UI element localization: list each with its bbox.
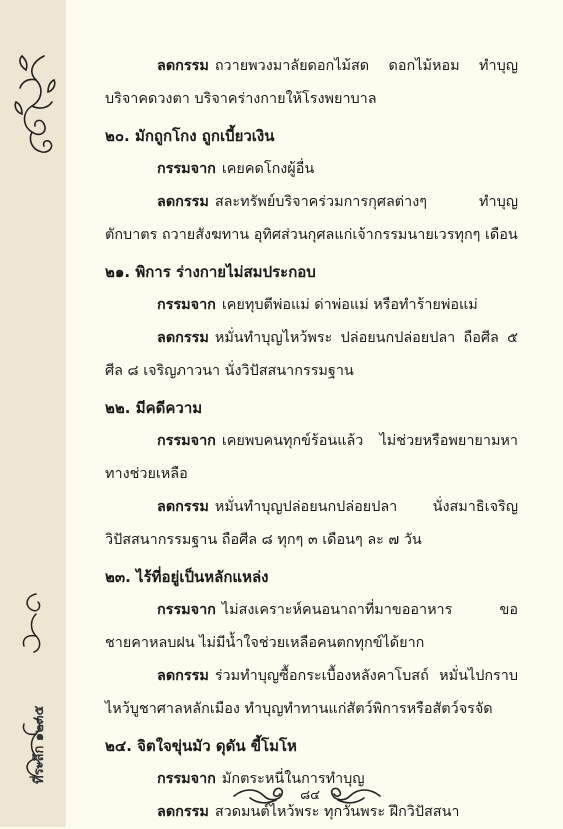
paragraph-text: เคยคดโกงผู้อื่น xyxy=(221,161,315,177)
section-heading: ๒๐. มักถูกโกง ถูกเบี้ยวเงิน xyxy=(105,127,275,145)
paragraph-text: ร่วมทำบุญซื้อกระเบื้องหลังคาโบสถ์ หมั่นไปกราบไหว้บูชาศาลหลักเมือง ทำบุญทำทานแก่สัตว์พิการหรือสัตว์จรจัด xyxy=(105,668,518,717)
section-21 xyxy=(105,256,518,388)
page-number: ๘๔ xyxy=(300,788,320,803)
text-paragraph xyxy=(105,594,518,660)
paragraph-text: หมั่นทำบุญไหว้พระ ปล่อยนกปล่อยปลา ถือศีล ๕ ศีล ๘ เจริญภาวนา นั่งวิปัสสนากรรมฐาน xyxy=(105,330,518,379)
floral-swirl-ornament-icon xyxy=(14,52,58,157)
text-paragraph xyxy=(105,186,518,252)
left-margin-strip xyxy=(0,0,66,827)
text-paragraph xyxy=(105,322,518,388)
paragraph-label: ลดกรรม xyxy=(157,499,209,515)
page-content xyxy=(105,50,518,829)
section-24 xyxy=(105,730,518,829)
paragraph-label: ลดกรรม xyxy=(157,668,209,684)
text-paragraph xyxy=(105,425,518,491)
section-22 xyxy=(105,392,518,557)
paragraph-label: ลดกรรม xyxy=(157,58,209,74)
paragraph-label: กรรมจาก xyxy=(157,771,216,787)
paragraph-label: กรรมจาก xyxy=(157,602,216,618)
margin-vertical-text: ที่ระลึก ๑๒๓๕ xyxy=(32,705,47,784)
page-footer xyxy=(232,782,382,808)
paragraph-text: หมั่นทำบุญปล่อยนกปล่อยปลา นั่งสมาธิเจริญวิปัสสนากรรมฐาน ถือศีล ๘ ทุกๆ ๓ เดือนๆ ละ ๗ วัน xyxy=(105,499,518,548)
paragraph-label: ลดกรรม xyxy=(157,194,209,210)
section-20 xyxy=(105,120,518,252)
paragraph-label: กรรมจาก xyxy=(157,297,216,313)
section-23 xyxy=(105,561,518,726)
paragraph-text: ไม่สงเคราะห์คนอนาถาที่มาขออาหาร ขอชายคาหลบฝน ไม่มีน้ำใจช่วยเหลือคนตกทุกข์ได้ยาก xyxy=(105,602,518,651)
margin-vertical-caption xyxy=(24,690,58,790)
paragraph-label: ลดกรรม xyxy=(157,804,209,820)
paragraph-text: เคยทุบตีพ่อแม่ ด่าพ่อแม่ หรือทำร้ายพ่อแม่ xyxy=(221,297,478,313)
paragraph-label: ลดกรรม xyxy=(157,330,209,346)
paragraph-label: กรรมจาก xyxy=(157,433,216,449)
paragraph-text: ถวายพวงมาลัยดอกไม้สด ดอกไม้หอม ทำบุญบริจาคดวงตา บริจาคร่างกายให้โรงพยาบาล xyxy=(105,58,518,107)
text-paragraph xyxy=(105,491,518,557)
text-paragraph xyxy=(105,289,518,322)
paragraph-text: มักตระหนี่ในการทำบุญ xyxy=(221,771,365,787)
text-paragraph xyxy=(105,153,518,186)
paragraph-text: สละทรัพย์บริจาคร่วมการกุศลต่างๆ ทำบุญตักบาตร ถวายสังฆทาน อุทิศส่วนกุศลแก่เจ้ากรรมนายเวรทุกๆ เดือน xyxy=(105,194,518,243)
section-heading: ๒๔. จิตใจขุ่นมัว ดุดัน ขี้โมโห xyxy=(105,737,297,755)
text-paragraph xyxy=(105,50,518,116)
section-heading: ๒๒. มีคดีความ xyxy=(105,399,203,417)
paragraph-text: เคยพบคนทุกข์ร้อนแล้ว ไม่ช่วยหรือพยายามหาทางช่วยเหลือ xyxy=(105,433,518,482)
section-heading: ๒๑. พิการ ร่างกายไม่สมประกอบ xyxy=(105,263,316,281)
text-paragraph xyxy=(105,660,518,726)
section-heading: ๒๓. ไร้ที่อยู่เป็นหลักแหล่ง xyxy=(105,568,269,586)
paragraph-label: กรรมจาก xyxy=(157,161,216,177)
paragraph-text: สวดมนต์ไหว้พระ ทุกวันพระ ฝึกวิปัสสนา xyxy=(214,804,460,820)
section-continued xyxy=(105,50,518,116)
